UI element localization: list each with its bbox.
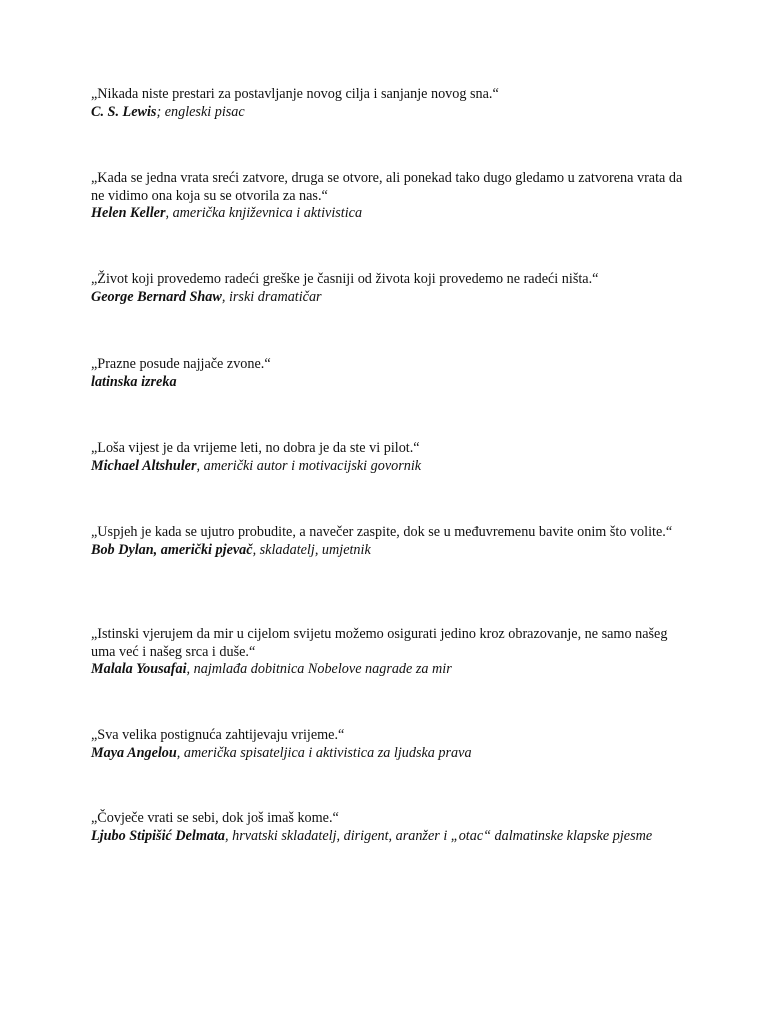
quote-author: Helen Keller — [91, 205, 166, 221]
quote-author-description: , američka spisateljica i aktivistica za ljudska prava — [176, 744, 472, 761]
quote-entry — [91, 170, 691, 223]
quote-entry — [91, 524, 691, 559]
quote-author-description: ; engleski pisac — [156, 103, 245, 120]
quote-attribution — [91, 289, 691, 307]
quote-entry — [91, 271, 691, 306]
quote-author-description: , irski dramatičar — [221, 288, 322, 305]
quote-text: „Čovječe vrati se sebi, dok još imaš kome.“ — [91, 810, 339, 826]
quote-entry — [91, 356, 691, 391]
quote-author: Malala Yousafai — [91, 661, 187, 677]
quote-text: „Sva velika postignuća zahtijevaju vrijeme.“ — [91, 727, 345, 743]
quote-author: C. S. Lewis — [91, 103, 157, 120]
quote-text: „Nikada niste prestari za postavljanje novog cilja i sanjanje novog sna.“ — [91, 86, 499, 102]
quote-author-description: , skladatelj, umjetnik — [252, 541, 371, 558]
quote-attribution — [91, 205, 691, 223]
quote-author-description: , američki autor i motivacijski govornik — [196, 457, 422, 474]
quote-entry — [91, 440, 691, 475]
quote-attribution — [91, 745, 691, 763]
quote-attribution — [91, 828, 691, 846]
quote-attribution — [91, 458, 691, 476]
quote-author-description: , američka književnica i aktivistica — [165, 205, 363, 221]
quote-attribution — [91, 542, 691, 560]
quote-text: „Loša vijest je da vrijeme leti, no dobra je da ste vi pilot.“ — [91, 440, 420, 456]
quote-text: „Prazne posude najjače zvone.“ — [91, 356, 271, 372]
quote-attribution — [91, 104, 691, 122]
quote-entry — [91, 810, 691, 845]
quote-author: Maya Angelou — [91, 744, 177, 761]
quote-text: „Istinski vjerujem da mir u cijelom svijetu možemo osigurati jedino kroz obrazovanje, ne samo našeg uma već i našeg srca i duše.“ — [91, 626, 668, 660]
quote-entry — [91, 727, 691, 762]
quote-author-description: , hrvatski skladatelj, dirigent, aranžer i „otac“ dalmatinske klapske pjesme — [225, 827, 653, 844]
quote-entry — [91, 626, 691, 679]
quote-attribution — [91, 374, 691, 392]
quote-author: latinska izreka — [91, 373, 177, 390]
quote-author: Ljubo Stipišić Delmata — [91, 827, 225, 844]
quote-text: „Uspjeh je kada se ujutro probudite, a navečer zaspite, dok se u međuvremenu bavite onim što volite.“ — [91, 524, 673, 540]
quote-text: „Život koji provedemo radeći greške je časniji od života koji provedemo ne radeći ništa.“ — [91, 271, 599, 287]
quote-author: George Bernard Shaw — [91, 288, 222, 305]
quote-entry — [91, 86, 691, 121]
quote-author-description: , najmlađa dobitnica Nobelove nagrade za mir — [186, 661, 452, 677]
quote-author: Michael Altshuler — [91, 457, 197, 474]
quote-author: Bob Dylan, američki pjevač — [91, 541, 253, 558]
quote-text: „Kada se jedna vrata sreći zatvore, druga se otvore, ali ponekad tako dugo gledamo u zatvorena vrata da ne vidimo ona koja su se otvorila za nas.“ — [91, 170, 683, 204]
quote-attribution — [91, 661, 691, 679]
